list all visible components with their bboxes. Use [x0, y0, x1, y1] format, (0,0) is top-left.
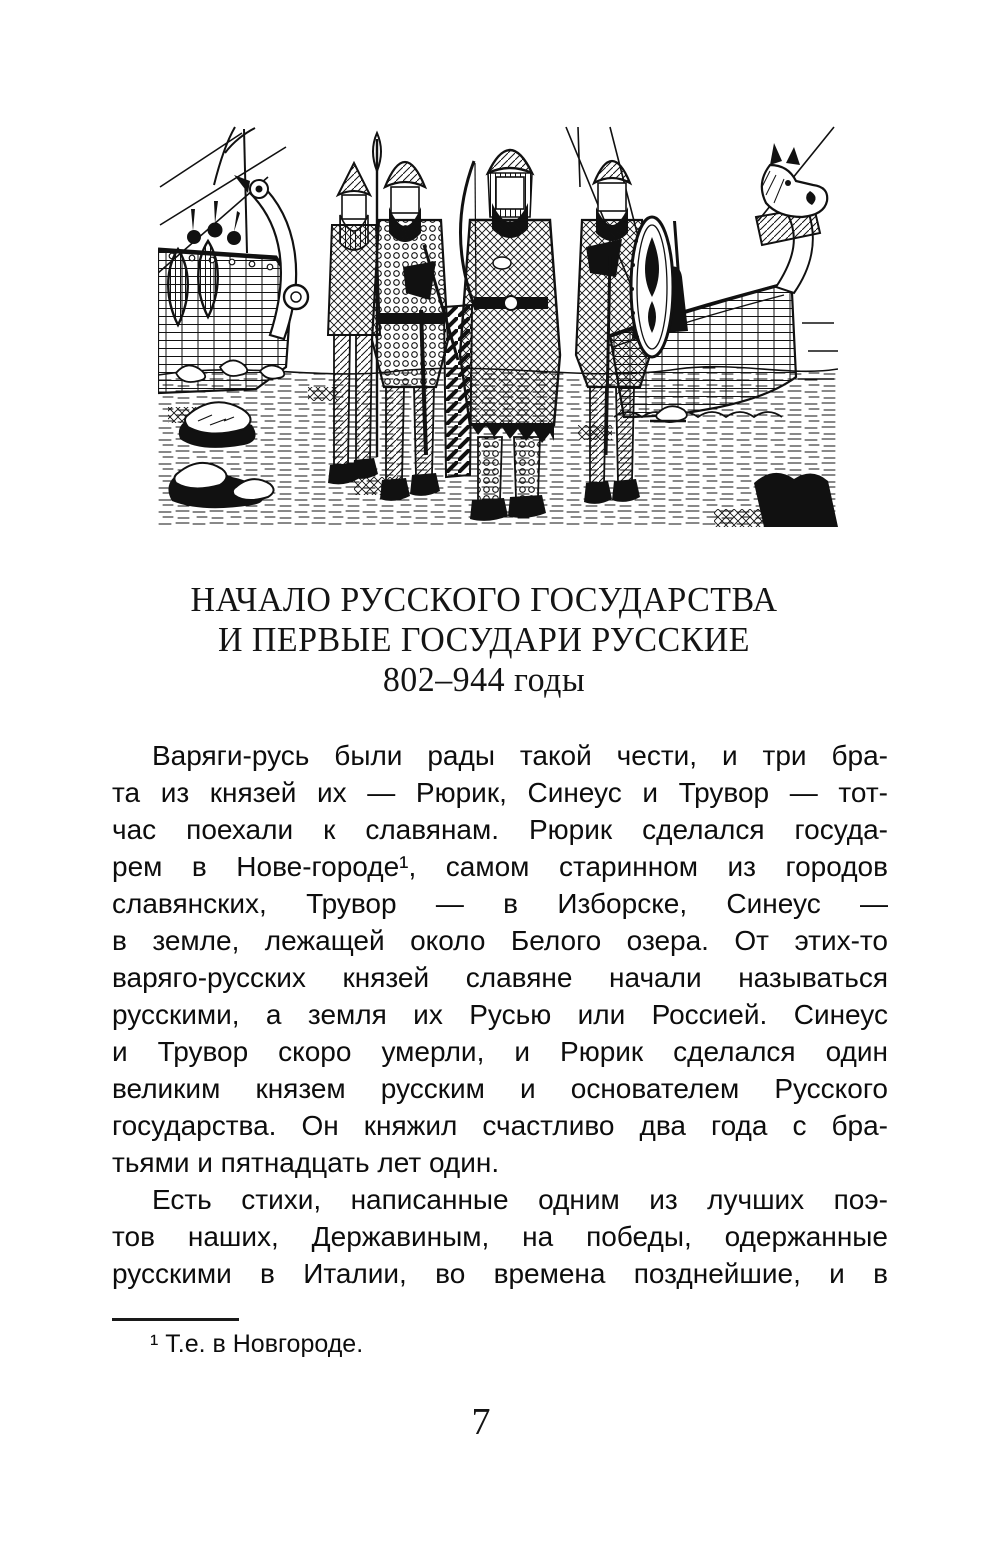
body-line: час поехали к славянам. Рюрик сделался госуда- [112, 814, 888, 845]
chapter-title [0, 580, 968, 700]
body-line: Есть стихи, написанные одним из лучших поэ- [152, 1184, 888, 1215]
footnote-divider [112, 1318, 239, 1321]
body-line: в земле, лежащей около Белого озера. От этих-то [112, 925, 888, 956]
body-line: государства. Он княжил счастливо два года с бра- [112, 1110, 888, 1141]
body-line: тьями и пятнадцать лет один. [112, 1147, 500, 1178]
body-line: тов наших, Державиным, на победы, одержанные [112, 1221, 888, 1252]
body-line: русскими, а земля их Русью или Россией. Синеус [112, 999, 888, 1030]
footnote-text: ¹ Т.е. в Новгороде. [150, 1330, 364, 1358]
body-line: рем в Нове-городе¹, самом старинном из городов [112, 851, 888, 882]
page-number: 7 [471, 1401, 491, 1443]
body-text [112, 737, 888, 1292]
body-line: и Трувор скоро умерли, и Рюрик сделался один [112, 1036, 888, 1067]
chapter-dates: 802–944 годы [382, 660, 586, 699]
body-line: варяго-русских князей славяне начали называться [112, 962, 888, 993]
engraving-svg [158, 125, 838, 527]
body-line: славянских, Трувор — в Изборске, Синеус — [112, 888, 888, 919]
body-line: русскими в Италии, во времена позднейшие, и в [112, 1258, 888, 1289]
chapter-title-line1: НАЧАЛО РУССКОГО ГОСУДАРСТВА [190, 580, 778, 619]
body-line: Варяги-русь были рады такой чести, и три бра- [152, 740, 888, 771]
body-line: та из князей их — Рюрик, Синеус и Трувор — тот- [112, 777, 888, 808]
varangians-engraving [158, 125, 838, 527]
chapter-title-line2: И ПЕРВЫЕ ГОСУДАРИ РУССКИЕ [217, 620, 751, 659]
footnote [112, 1318, 888, 1359]
horse-head-prow [762, 143, 827, 217]
round-shield [630, 217, 673, 357]
body-line: великим князем русским и основателем Русского [112, 1073, 888, 1104]
